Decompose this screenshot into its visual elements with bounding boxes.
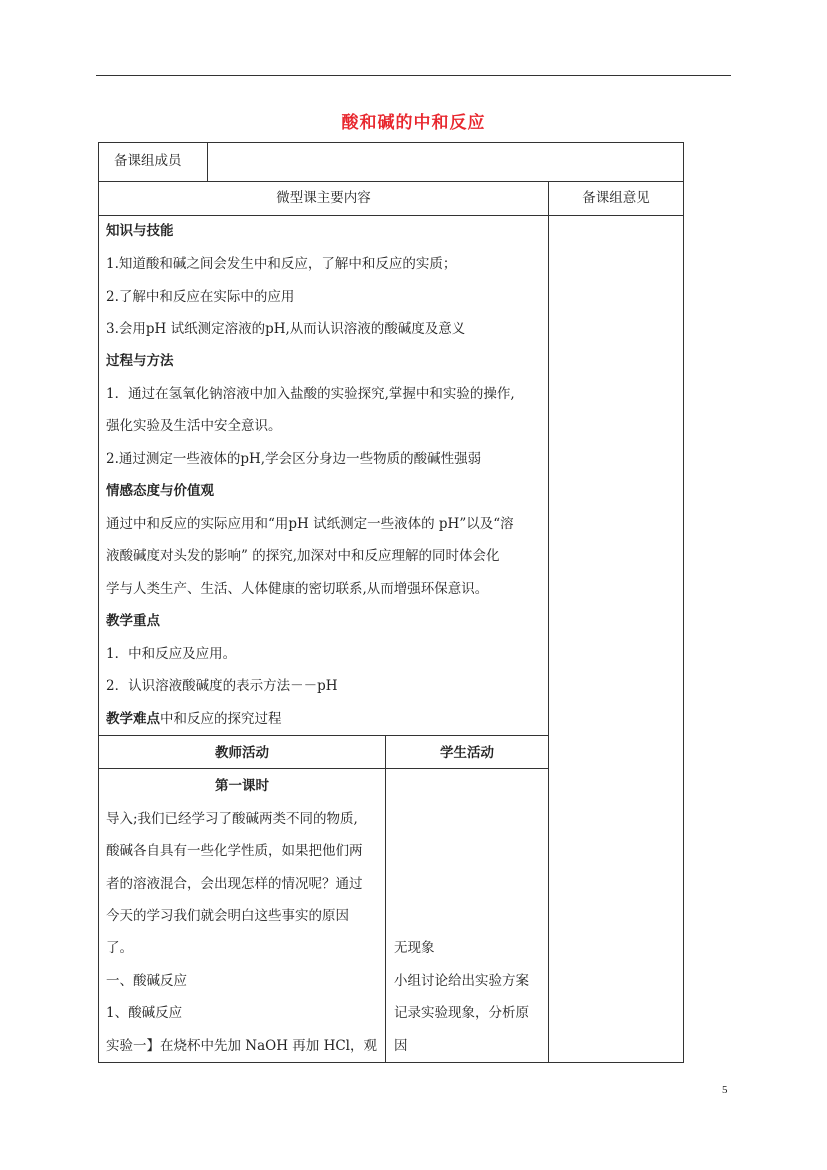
- main-content-header: 微型课主要内容: [276, 190, 371, 206]
- student-line: 无现象: [394, 940, 435, 956]
- content-line: 学与人类生产、生活、人体健康的密切联系,从而增强环保意识。: [106, 581, 489, 597]
- content-line: 1．通过在氢氧化钠溶液中加入盐酸的实验探究,掌握中和实验的操作,: [106, 386, 515, 402]
- content-line: 2.了解中和反应在实际中的应用: [106, 289, 295, 305]
- teacher-line: 酸碱各自具有一些化学性质，如果把他们两: [106, 843, 363, 859]
- student-line: 小组讨论给出实验方案: [394, 973, 529, 989]
- content-line: 1．中和反应及应用。: [106, 646, 237, 662]
- teacher-line: 一、酸碱反应: [106, 973, 187, 989]
- page-number: 5: [722, 1084, 728, 1096]
- table-rule: [98, 735, 549, 736]
- teacher-activity-header: 教师活动: [215, 745, 269, 761]
- content-line: 液酸碱度对头发的影响” 的探究,加深对中和反应理解的同时体会化: [106, 548, 500, 564]
- content-line: 通过中和反应的实际应用和“用pH 试纸测定一些液体的 pH”以及“溶: [106, 516, 514, 532]
- student-line: 因: [394, 1038, 408, 1054]
- table-rule: [98, 768, 549, 769]
- table-rule: [98, 215, 684, 216]
- content-line: 2．认识溶液酸碱度的表示方法－－pH: [106, 678, 338, 694]
- content-line: 教学重点: [106, 613, 160, 629]
- content-line: 3.会用pH 试纸测定溶液的pH,从而认识溶液的酸碱度及意义: [106, 321, 466, 337]
- teacher-line: 了。: [106, 940, 133, 956]
- content-line: 2.通过测定一些液体的pH,学会区分身边一些物质的酸碱性强弱: [106, 451, 482, 467]
- content-line: 知识与技能: [106, 223, 174, 239]
- content-line: 1.知道酸和碱之间会发生中和反应，了解中和反应的实质；: [106, 256, 457, 272]
- difficulty-label: 教学难点: [106, 711, 160, 727]
- lesson-plan-table: [98, 142, 684, 1063]
- opinion-header: 备课组意见: [582, 190, 650, 206]
- table-rule: [548, 181, 549, 1063]
- student-activity-header: 学生活动: [440, 745, 494, 761]
- content-line: 情感态度与价值观: [106, 483, 214, 499]
- member-label: 备课组成员: [114, 153, 182, 169]
- difficulty-text: 中和反应的探究过程: [160, 711, 282, 727]
- teacher-line: 1、酸碱反应: [106, 1005, 183, 1021]
- teacher-line: 实验一】在烧杯中先加 NaOH 再加 HCl，观: [106, 1038, 377, 1054]
- teacher-line: 第一课时: [215, 778, 269, 794]
- teacher-line: 者的溶液混合，会出现怎样的情况呢？通过: [106, 876, 363, 892]
- content-line: 强化实验及生活中安全意识。: [106, 418, 282, 434]
- teacher-line: 今天的学习我们就会明白这些事实的原因: [106, 908, 349, 924]
- table-rule: [207, 142, 208, 181]
- table-rule: [98, 181, 684, 182]
- content-line: 过程与方法: [106, 353, 174, 369]
- difficulty-line: [106, 711, 282, 727]
- header-rule: [96, 75, 731, 76]
- teacher-line: 导入;我们已经学习了酸碱两类不同的物质,: [106, 811, 358, 827]
- document-title: 酸和碱的中和反应: [341, 113, 486, 133]
- student-line: 记录实验现象，分析原: [394, 1005, 529, 1021]
